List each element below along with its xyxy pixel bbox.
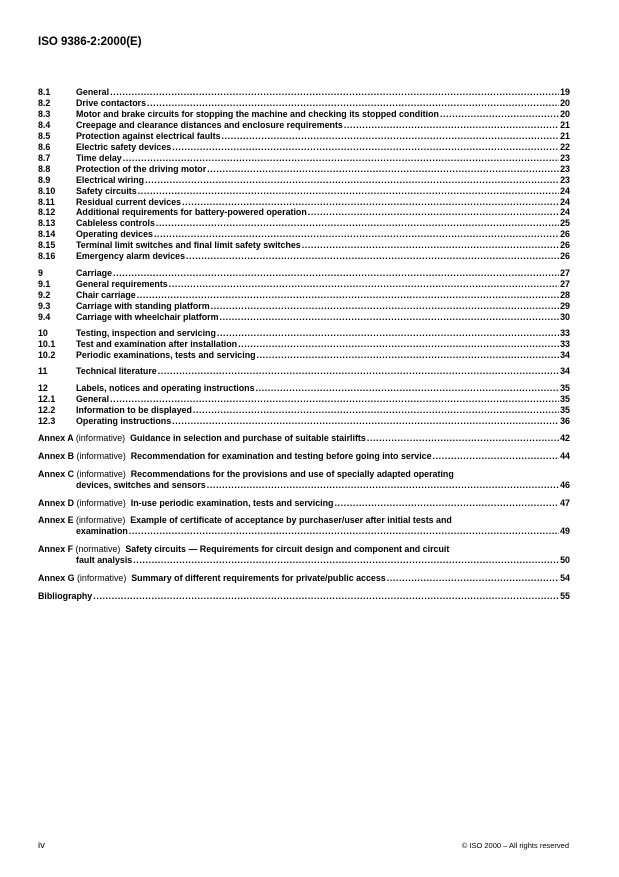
- toc-page: 22: [560, 141, 570, 152]
- annex-title: In-use periodic examination, tests and servicing: [130, 497, 334, 508]
- dot-leader: [154, 229, 559, 240]
- toc-title: Periodic examinations, tests and servicing: [76, 349, 256, 360]
- toc-number: 11: [38, 366, 48, 377]
- dot-leader: [440, 109, 559, 120]
- toc-entry[interactable]: [38, 131, 570, 142]
- toc-number: 12.2: [38, 404, 56, 415]
- toc-page: 54: [560, 572, 570, 583]
- dot-leader: [93, 591, 559, 602]
- toc-title: Test and examination after installation: [76, 338, 238, 349]
- toc-annex-e[interactable]: [38, 515, 570, 537]
- toc-number: 9.4: [38, 311, 51, 322]
- dot-leader: [344, 120, 559, 131]
- dot-leader: [257, 350, 559, 361]
- toc-number: 8.10: [38, 185, 56, 196]
- toc-title: Carriage with wheelchair platform: [76, 311, 219, 322]
- annex-label: Annex F: [38, 544, 74, 555]
- annex-label: Annex B: [38, 451, 74, 462]
- dot-leader: [220, 312, 559, 323]
- toc-title: Emergency alarm devices: [76, 251, 186, 262]
- dot-leader: [217, 328, 559, 339]
- toc-number: 10.2: [38, 349, 56, 360]
- toc-page: 29: [560, 300, 570, 311]
- dot-leader: [211, 301, 559, 312]
- toc-number: 8.7: [38, 152, 51, 163]
- dot-leader: [367, 433, 559, 444]
- toc-title: Creepage and clearance distances and enclosure requirements: [76, 119, 343, 130]
- toc-title: Protection of the driving motor: [76, 163, 207, 174]
- toc-title: Electric safety devices: [76, 141, 172, 152]
- toc-entry[interactable]: [38, 240, 570, 251]
- toc-page: 34: [560, 349, 570, 360]
- toc-number: 9.2: [38, 289, 51, 300]
- toc-number: 8.13: [38, 218, 56, 229]
- toc-number: 8.2: [38, 97, 51, 108]
- annex-title: Summary of different requirements for private/public access: [131, 572, 386, 583]
- toc-title: Electrical wiring: [76, 174, 145, 185]
- toc-page: 23: [560, 174, 570, 185]
- dot-leader: [302, 240, 559, 251]
- toc-number: 9: [38, 267, 43, 278]
- dot-leader: [182, 197, 559, 208]
- annex-type: (normative): [75, 544, 121, 555]
- toc-page: 19: [560, 87, 570, 97]
- annex-title-continued: examination: [76, 526, 128, 537]
- toc-entry[interactable]: [38, 328, 570, 339]
- toc-page: 27: [560, 278, 570, 289]
- dot-leader: [207, 164, 559, 175]
- toc-title: Labels, notices and operating instructions: [76, 382, 255, 393]
- toc-annex-c[interactable]: [38, 469, 570, 491]
- toc-number: 12: [38, 382, 48, 393]
- toc-entry[interactable]: [38, 268, 570, 279]
- toc-number: 10: [38, 328, 48, 339]
- toc-page: 28: [560, 289, 570, 300]
- toc-entry[interactable]: [38, 207, 570, 218]
- toc-number: 8.3: [38, 108, 51, 119]
- toc-number: 8.8: [38, 163, 51, 174]
- toc-entry[interactable]: [38, 339, 570, 350]
- toc-title: Operating devices: [76, 229, 153, 240]
- toc-annex-g[interactable]: [38, 573, 570, 584]
- annex-type: (informative): [75, 433, 126, 444]
- toc-entry[interactable]: [38, 218, 570, 229]
- annex-type: (informative): [76, 451, 126, 462]
- dot-leader: [110, 394, 559, 405]
- toc-page: 27: [560, 267, 570, 278]
- toc-page: 23: [560, 152, 570, 163]
- annex-type: (informative): [76, 572, 127, 583]
- dot-leader: [158, 366, 559, 377]
- toc-page: 20: [560, 97, 570, 108]
- dot-leader: [133, 555, 559, 566]
- annex-title: Recommendation for examination and testing before going into service: [130, 451, 432, 462]
- toc-title: Information to be displayed: [76, 404, 192, 415]
- dot-leader: [186, 251, 559, 262]
- toc-entry[interactable]: [38, 87, 570, 98]
- toc-annex-f[interactable]: [38, 544, 570, 566]
- annex-title: Recommendations for the provisions and use of specially adapted operating: [130, 468, 454, 479]
- toc-annex-a[interactable]: [38, 433, 570, 444]
- toc-number: 12.3: [38, 415, 56, 426]
- annex-label: Annex D: [38, 497, 74, 508]
- toc-entry[interactable]: [38, 98, 570, 109]
- dot-leader: [145, 175, 559, 186]
- toc-page: 50: [560, 555, 570, 566]
- toc-title: Protection against electrical faults: [76, 130, 221, 141]
- toc-entry[interactable]: [38, 290, 570, 301]
- dot-leader: [169, 279, 559, 290]
- toc-page: 33: [560, 338, 570, 349]
- toc-number: 8.16: [38, 251, 56, 262]
- toc-number: 9.1: [38, 278, 51, 289]
- toc-title: Carriage: [76, 267, 113, 278]
- toc-entry[interactable]: [38, 153, 570, 164]
- toc-title: Motor and brake circuits for stopping the machine and checking its stopped condition: [76, 108, 439, 119]
- toc-entry[interactable]: [38, 175, 570, 186]
- dot-leader: [334, 498, 559, 509]
- toc-number: 8.11: [38, 196, 55, 207]
- document-id-header: ISO 9386-2:2000(E): [38, 36, 142, 48]
- annex-title: Example of certificate of acceptance by purchaser/user after initial tests and: [130, 515, 452, 526]
- toc-number: 8.9: [38, 174, 51, 185]
- toc-page: 34: [560, 366, 570, 377]
- toc-page: 36: [560, 415, 570, 426]
- dot-leader: [123, 153, 559, 164]
- toc-entry[interactable]: [38, 279, 570, 290]
- toc-entry[interactable]: [38, 383, 570, 394]
- toc-title: Testing, inspection and servicing: [76, 328, 216, 339]
- annex-type: (informative): [75, 515, 126, 526]
- dot-leader: [256, 383, 559, 394]
- toc-page: 24: [560, 207, 570, 218]
- dot-leader: [138, 186, 559, 197]
- toc-entry[interactable]: [38, 197, 570, 208]
- toc-number: 8.4: [38, 119, 51, 130]
- toc-entry[interactable]: [38, 186, 570, 197]
- toc-page: 21: [560, 119, 570, 130]
- annex-label: Annex A: [38, 433, 74, 444]
- toc-entry[interactable]: [38, 109, 570, 120]
- toc-entry[interactable]: [38, 164, 570, 175]
- annex-title-continued: devices, switches and sensors: [76, 479, 206, 490]
- toc-page: 26: [560, 251, 570, 262]
- toc-page: 25: [560, 218, 570, 229]
- page-number: iv: [38, 840, 45, 851]
- toc-title: Terminal limit switches and final limit safety switches: [76, 240, 301, 251]
- toc-page: 26: [560, 240, 570, 251]
- toc-entry[interactable]: [38, 301, 570, 312]
- toc-title: General: [76, 393, 110, 404]
- dot-leader: [172, 416, 559, 427]
- annex-title: Safety circuits — Requirements for circuit design and component and circuit: [125, 544, 450, 555]
- toc-entry[interactable]: [38, 142, 570, 153]
- annex-label: Annex G: [38, 572, 75, 583]
- table-of-contents: [38, 87, 570, 602]
- toc-entry[interactable]: [38, 405, 570, 416]
- toc-page: 26: [560, 229, 570, 240]
- toc-title: Time delay: [76, 152, 122, 163]
- toc-entry[interactable]: [38, 312, 570, 323]
- toc-number: 8.1: [38, 87, 51, 97]
- toc-number: 8.14: [38, 229, 56, 240]
- dot-leader: [433, 451, 559, 462]
- toc-page: 47: [560, 497, 570, 508]
- toc-page: 30: [560, 311, 570, 322]
- dot-leader: [308, 207, 559, 218]
- dot-leader: [129, 526, 559, 537]
- toc-title: Operating instructions: [76, 415, 172, 426]
- toc-page: 44: [560, 451, 570, 462]
- toc-page: 42: [560, 433, 570, 444]
- toc-annex-b[interactable]: [38, 451, 570, 462]
- toc-title: Safety circuits: [76, 185, 137, 196]
- toc-page: 20: [560, 108, 570, 119]
- annex-title: Guidance in selection and purchase of suitable stairlifts: [130, 433, 366, 444]
- toc-number: 8.5: [38, 130, 51, 141]
- toc-title: Cableless controls: [76, 218, 155, 229]
- toc-page: 35: [560, 393, 570, 404]
- toc-title: General requirements: [76, 278, 168, 289]
- dot-leader: [113, 268, 559, 279]
- toc-entry[interactable]: [38, 394, 570, 405]
- toc-page: 49: [560, 526, 570, 537]
- toc-page: 24: [560, 185, 570, 196]
- toc-title: General: [76, 87, 110, 97]
- dot-leader: [137, 290, 559, 301]
- annex-type: (informative): [76, 468, 126, 479]
- toc-page: 23: [560, 163, 570, 174]
- toc-number: 8.15: [38, 240, 56, 251]
- dot-leader: [147, 98, 559, 109]
- dot-leader: [156, 218, 559, 229]
- toc-annex-d[interactable]: [38, 498, 570, 509]
- toc-page: 35: [560, 382, 570, 393]
- annex-type: (informative): [76, 497, 126, 508]
- toc-title: Drive contactors: [76, 97, 147, 108]
- dot-leader: [207, 480, 559, 491]
- toc-title: Carriage with standing platform: [76, 300, 210, 311]
- toc-entry[interactable]: [38, 251, 570, 262]
- annex-label: Annex C: [38, 468, 74, 479]
- toc-page: 35: [560, 404, 570, 415]
- toc-number: 9.3: [38, 300, 51, 311]
- toc-entry[interactable]: [38, 120, 570, 131]
- toc-page: 33: [560, 328, 570, 339]
- toc-title: Residual current devices: [76, 196, 182, 207]
- copyright-notice: © ISO 2000 – All rights reserved: [461, 841, 569, 850]
- dot-leader: [172, 142, 559, 153]
- toc-entry[interactable]: [38, 350, 570, 361]
- toc-bibliography[interactable]: [38, 591, 570, 602]
- toc-entry[interactable]: [38, 229, 570, 240]
- toc-page: 21: [560, 130, 570, 141]
- toc-number: 12.1: [38, 393, 56, 404]
- toc-entry[interactable]: [38, 366, 570, 377]
- toc-title: Technical literature: [76, 366, 157, 377]
- toc-number: 10.1: [38, 338, 56, 349]
- annex-label: Annex E: [38, 515, 74, 526]
- dot-leader: [238, 339, 559, 350]
- toc-title: Additional requirements for battery-powered operation: [76, 207, 307, 218]
- dot-leader: [193, 405, 559, 416]
- toc-entry[interactable]: [38, 416, 570, 427]
- toc-title: Bibliography: [38, 590, 93, 601]
- toc-page: 55: [560, 590, 570, 601]
- annex-title-continued: fault analysis: [76, 555, 133, 566]
- toc-page: 46: [560, 479, 570, 490]
- dot-leader: [222, 131, 559, 142]
- dot-leader: [387, 573, 559, 584]
- dot-leader: [110, 87, 559, 98]
- toc-number: 8.6: [38, 141, 51, 152]
- toc-number: 8.12: [38, 207, 56, 218]
- toc-page: 24: [560, 196, 570, 207]
- toc-title: Chair carriage: [76, 289, 136, 300]
